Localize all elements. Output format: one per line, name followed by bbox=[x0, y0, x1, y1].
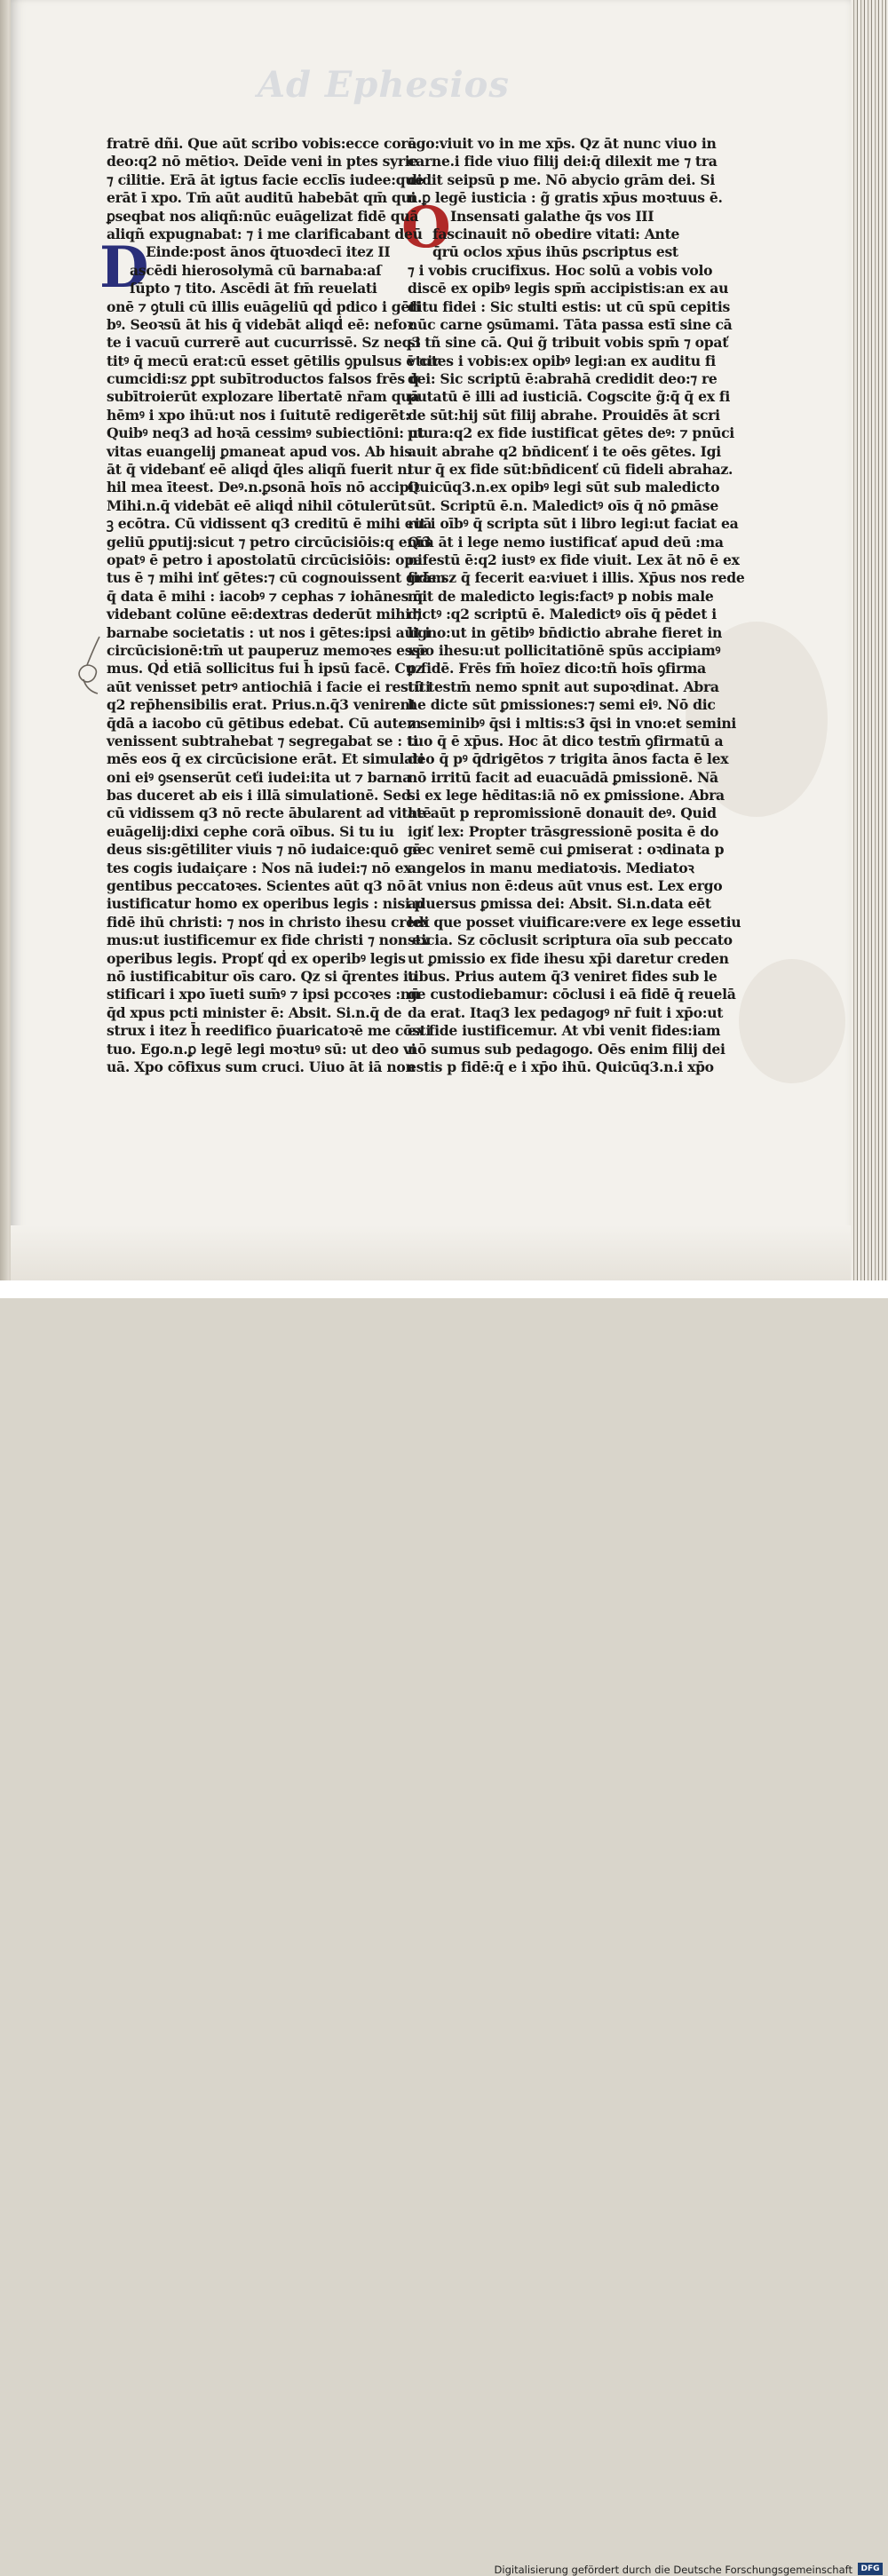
text-line: videbant colūne eē:dextras dederūt mihi ⁊ bbox=[107, 606, 422, 623]
text-line: fascinauit nō obedire vitati: Ante bbox=[432, 225, 680, 242]
text-line: te i vacuū currerē aut cucurrissē. Sz neq3 bbox=[107, 334, 421, 352]
text-line: rit i oībꝰ q̄ scripta sūt i libro legi:ut faciat ea bbox=[408, 515, 739, 533]
text-line: vtutes i vobis:ex opibꝰ legi:an ex auditu fi bbox=[408, 352, 716, 369]
text-line: ut ꝑmissio ex fide ihesu xp̄i daretur creden bbox=[408, 949, 729, 967]
text-line: ⁊ i vobis crucifixus. Hoc solū a vobis volo bbox=[408, 261, 713, 279]
text-line: nō sumus sub pedagogo. Oēs enim filij dei bbox=[408, 1040, 725, 1058]
text-line: putatū ē illi ad iusticiā. Cogscite g̃:q̄ q̄ ex fi bbox=[408, 388, 730, 406]
text-line: titꝰ q̄ mecū erat:cū esset gētilis ꝯpulsus ē cir bbox=[107, 352, 440, 369]
text-line: deo q̄ pꝰ q̄drigētos ⁊ trigita ānos facta ē lex bbox=[408, 750, 729, 768]
text-line: de sūt:hij sūt filij abrahe. Prouidēs āt scri bbox=[408, 406, 720, 424]
text-line: cumcidi:sz ꝑpt subītroductos falsos frēs q̄ bbox=[107, 370, 419, 388]
initial-capital-right: O bbox=[401, 194, 451, 261]
text-line: uā. Xpo cōfixus sum cruci. Uiuo āt iā non bbox=[107, 1058, 416, 1075]
text-line: fide:sz q̄ fecerit ea:viuet i illis. Xp̄us nos rede bbox=[408, 569, 745, 587]
text-line: onē ⁊ ꝯtuli cū illis euāgeliū qḋ pdico i gēti bbox=[107, 297, 421, 315]
text-line: ligno:ut in gētibꝰ bn̄dictio abrahe fieret in bbox=[408, 623, 723, 641]
text-line: ditu fidei : Sic stulti estis: ut cū spū cepitis bbox=[408, 297, 730, 315]
text-line: bꝰ. Seoꝛsū āt his q̄ videbāt aliqḋ eē: nefoꝛ bbox=[107, 315, 414, 333]
text-line: Einde:post ānos q̄tuoꝛdecī itez II bbox=[146, 243, 391, 261]
text-line: deus sis:gētiliter viuis ⁊ nō iudaice:quō gē bbox=[107, 841, 422, 859]
text-line: tus ē ⁊ mihi inť gētes:⁊ cū cognouissent grām bbox=[107, 569, 446, 587]
text-line: he dicte sūt ꝑmissiones:⁊ semi eiꝰ. Nō dic bbox=[408, 696, 716, 714]
text-line: ſūpto ⁊ tito. Ascēdi āt fm̄ reuelati bbox=[130, 280, 377, 297]
text-line: vitas euangelij ꝑmaneat apud vos. Ab his bbox=[107, 442, 412, 460]
text-line: lex que posset viuificare:vere ex lege essetiu bbox=[408, 913, 741, 931]
text-line: strux i itez h̄ reedifico p̄uaricatoꝛē me cōsti bbox=[107, 1022, 432, 1040]
text-line: da erat. Itaq3 lex pedagogꝰ nr̄ fuit i xp̄o:ut bbox=[408, 1003, 724, 1021]
text-line: tur q̄ ex fide sūt:bn̄dicenť cū fideli abrahaz. bbox=[408, 461, 733, 479]
text-line: angelos in manu mediatoꝛis. Mediatoꝛ bbox=[408, 859, 694, 876]
text-line: cū vidissem q3 nō recte ābularent ad vitatē bbox=[107, 805, 432, 822]
text-line: euāgelij:dixi cephe corā oībus. Si tu iu bbox=[107, 822, 394, 840]
text-line: ascēdi hierosolymā cū barnaba:aſ bbox=[130, 261, 382, 279]
text-line: operibus legis. Propť qḋ ex operibꝰ legis bbox=[107, 949, 406, 967]
text-line: si ex lege hēditas:iā nō ex ꝑmissione. Abra bbox=[408, 787, 725, 805]
text-line: subītroierūt explozare libertatē nr̄am quā bbox=[107, 388, 420, 406]
text-line: discē ex opibꝰ legis spm̄ accipistis:an ex au bbox=[408, 280, 729, 297]
text-line: Quicūq3.n.ex opibꝰ legi sūt sub maledicto bbox=[408, 479, 720, 496]
text-line: q̄d xpus pcti minister ē: Absit. Si.n.q̄ de bbox=[107, 1003, 402, 1021]
text-line: mit de maledicto legis:factꝰ p nobis male bbox=[408, 587, 714, 605]
text-line: bas duceret ab eis i illā simulationē. Sed bbox=[107, 787, 411, 805]
scanned-folio bbox=[0, 0, 888, 1280]
text-line: ꝫ ecōtra. Cū vidissent q3 creditū ē mihi euā bbox=[107, 515, 432, 533]
text-line: Quibꝰ neq3 ad hoꝛā cessimꝰ subiectiōni: ut bbox=[107, 424, 424, 442]
text-line: circūcisionē:tm̄ ut pauperuz memoꝛes esse bbox=[107, 641, 429, 659]
manicule-icon bbox=[73, 635, 108, 697]
text-line: tibus. Prius autem q̄3 veniret fides sub le bbox=[408, 967, 718, 985]
text-line: stificari i xpo īueti sum̄ꝰ ⁊ ipsi pccoꝛes :nū bbox=[107, 986, 420, 1003]
text-line: fidē ihū christi: ⁊ nos in christo ihesu credi bbox=[107, 913, 429, 931]
text-line: ꝑseqbat nos aliqñ:nūc euāgelizat fidē quā bbox=[107, 207, 419, 225]
text-line: mēs eos q̄ ex circūcisione erāt. Et simulati bbox=[107, 750, 424, 768]
text-line: carne.i fide viuo filij dei:q̄ dilexit me ⁊ tra bbox=[408, 153, 718, 170]
footer-bar bbox=[0, 1280, 888, 2576]
text-line: geliū ꝑputij:sicut ⁊ petro circūcisiōis:q enī3 bbox=[107, 533, 432, 551]
text-line: estis p fidē:q̄ e i xp̄o ihū. Quicūq3.n.i xp̄o bbox=[408, 1058, 714, 1075]
text-line: Insensati galathe q̄s vos III bbox=[450, 207, 654, 225]
text-line: ꝑ fidē. Frēs fm̄ hoīez dico:tñ hoīs ꝯfirma bbox=[408, 660, 706, 678]
paper-stain bbox=[739, 959, 845, 1083]
text-line: ex fide iustificemur. At vbi venit fides:iam bbox=[408, 1022, 721, 1040]
text-line: aliqñ expugnabat: ⁊ i me clarificabant deū bbox=[107, 225, 423, 242]
text-line: ptura:q2 ex fide iustificat gētes deꝰ: ⁊ pnūci bbox=[408, 424, 734, 442]
dfg-logo: DFG bbox=[858, 2563, 883, 2575]
text-column-right bbox=[408, 135, 745, 1076]
text-line: iustificatur homo ex operibus legis : nisi p bbox=[107, 895, 424, 913]
text-line: mus. Qḋ etiā sollicitus fui h̄ ipsū facē. Cuz bbox=[107, 660, 424, 678]
text-line: ⁊ cilitie. Erā āt igtus facie ecclīs iudee:que bbox=[107, 170, 424, 188]
text-line: nūc carne ꝯsūmami. Tāta passa estī sine cā bbox=[408, 315, 733, 333]
text-line: barnabe societatis : ut nos i gētes:ipsi aūt i bbox=[107, 623, 431, 641]
text-line: dei: Sic scriptū ē:abrahā credidit deo:⁊ re bbox=[408, 370, 718, 388]
text-line: oni eiꝰ ꝯsenserūt ceťi iudei:ita ut ⁊ barna bbox=[107, 768, 411, 786]
text-line: venissent subtrahebat ⁊ segregabat se : ti bbox=[107, 732, 418, 749]
text-line: nō iustificabitur oīs caro. Qz si q̄rentes iu bbox=[107, 967, 418, 985]
text-line: xp̄o ihesu:ut pollicitatiōnē spūs accipiamꝰ bbox=[408, 641, 721, 659]
funding-credit: Digitalisierung gefördert durch die Deutsche Forschungsgemeinschaft bbox=[494, 2564, 852, 2576]
text-line: aūt venisset petrꝰ antiochiā i facie ei restiti bbox=[107, 678, 431, 695]
text-line: q̄ data ē mihi : iacobꝰ ⁊ cephas ⁊ iohānes q̄ bbox=[107, 587, 423, 605]
text-line: si tñ sine cā. Qui g̃ tribuit vobis spm̄ ⁊ opať bbox=[408, 334, 729, 352]
text-line: ge custodiebamur: cōclusi i eā fidē q̄ reuelā bbox=[408, 986, 736, 1003]
text-line: hil mea īteest. Deꝰ.n.ꝑsonā hoīs nō accipit bbox=[107, 479, 420, 496]
text-line: didit seipsū p me. Nō abycio grām dei. Si bbox=[408, 170, 716, 188]
text-line: he aūt p repromissionē donauit deꝰ. Quid bbox=[408, 805, 717, 822]
text-line: q̄rū oclos xp̄us ihūs ꝑscriptus est bbox=[432, 243, 678, 261]
text-line: ego:viuit vo in me xp̄s. Qz āt nunc viuo in bbox=[408, 135, 717, 152]
text-line: tes cogis iudaiçare : Nos nā iudei:⁊ nō ex bbox=[107, 859, 412, 876]
text-line: tuo. Ego.n.ꝑ legē legi moꝛtuꝰ sū: ut deo vi bbox=[107, 1040, 416, 1058]
text-line: mus:ut iustificemur ex fide christi ⁊ non ex bbox=[107, 931, 429, 949]
page-edges bbox=[851, 0, 888, 1280]
text-line: nō irritū facit ad euacuādā ꝑmissionē. Nā bbox=[408, 768, 718, 786]
text-line: erāt ī xpo. Tm̄ aūt auditū habebāt qm̄ qui bbox=[107, 189, 416, 207]
page-foot-shade bbox=[11, 1225, 854, 1280]
text-line: sticia. Sz cōclusit scriptura oīa sub peccato bbox=[408, 931, 733, 949]
text-line: āt vnius non ē:deus aūt vnus est. Lex ergo bbox=[408, 877, 723, 895]
text-line: tuo q̄ ē xp̄us. Hoc āt dico testm̄ ꝯfirmatū a bbox=[408, 732, 724, 749]
text-line: tū testm̄ nemo spnit aut supoꝛdinat. Abra bbox=[408, 678, 719, 695]
text-line: auit abrahe q2 bn̄dicenť i te oēs gētes. Igi bbox=[408, 442, 721, 460]
text-line: ⁊ seminibꝰ q̄si i mltis:s3 q̄si in vno:et semini bbox=[408, 714, 736, 732]
text-line: Qm̄ āt i lege nemo iustificať apud deū :ma bbox=[408, 533, 724, 551]
initial-capital-left: D bbox=[99, 234, 149, 301]
text-line: āt q̄ videbanť eē aliqḋ q̄les aliqñ fuerit ni bbox=[107, 461, 412, 479]
text-line: nec veniret semē cui ꝑmiserat : oꝛdinata p bbox=[408, 841, 725, 859]
text-line: Mihi.n.q̄ videbāt eē aliqḋ nihil cōtulerūt bbox=[107, 496, 407, 514]
text-column-left bbox=[107, 135, 446, 1076]
text-line: dictꝰ :q2 scriptū ē. Maledictꝰ oīs q̄ pēdet i bbox=[408, 606, 717, 623]
text-line: aduersus ꝑmissa dei: Absit. Si.n.data eēt bbox=[408, 895, 711, 913]
text-line: deo:q2 nō mētioꝛ. Deīde veni in ptes syrie bbox=[107, 153, 419, 170]
running-head: Ad Ephesios bbox=[258, 64, 510, 106]
text-line: gentibus peccatoꝛes. Scientes aūt q3 nō bbox=[107, 877, 406, 895]
text-line: hēmꝰ i xpo ihū:ut nos i ſuitutē redigerēt: bbox=[107, 406, 410, 424]
text-line: nifestū ē:q2 iustꝰ ex fide viuit. Lex āt nō ē ex bbox=[408, 551, 740, 568]
text-line: q2 rep̄hensibilis erat. Prius.n.q̄3 venirent bbox=[107, 696, 416, 714]
text-line: q̄dā a iacobo cū gētibus edebat. Cū autem bbox=[107, 714, 422, 732]
text-line: sūt. Scriptū ē.n. Maledictꝰ oīs q̄ nō ꝑmāse bbox=[408, 496, 718, 514]
text-line: opatꝰ ē petro i apostolatū circūcisiōis: opa bbox=[107, 551, 423, 568]
text-line: igiť lex: Propter trāsgressionē posita ē do bbox=[408, 822, 719, 840]
text-line: n.ꝑ legē iusticia : g̃ gratis xp̄us moꝛtuus ē. bbox=[408, 189, 723, 207]
text-line: fratrē dñi. Que aūt scribo vobis:ecce corā bbox=[107, 135, 417, 152]
